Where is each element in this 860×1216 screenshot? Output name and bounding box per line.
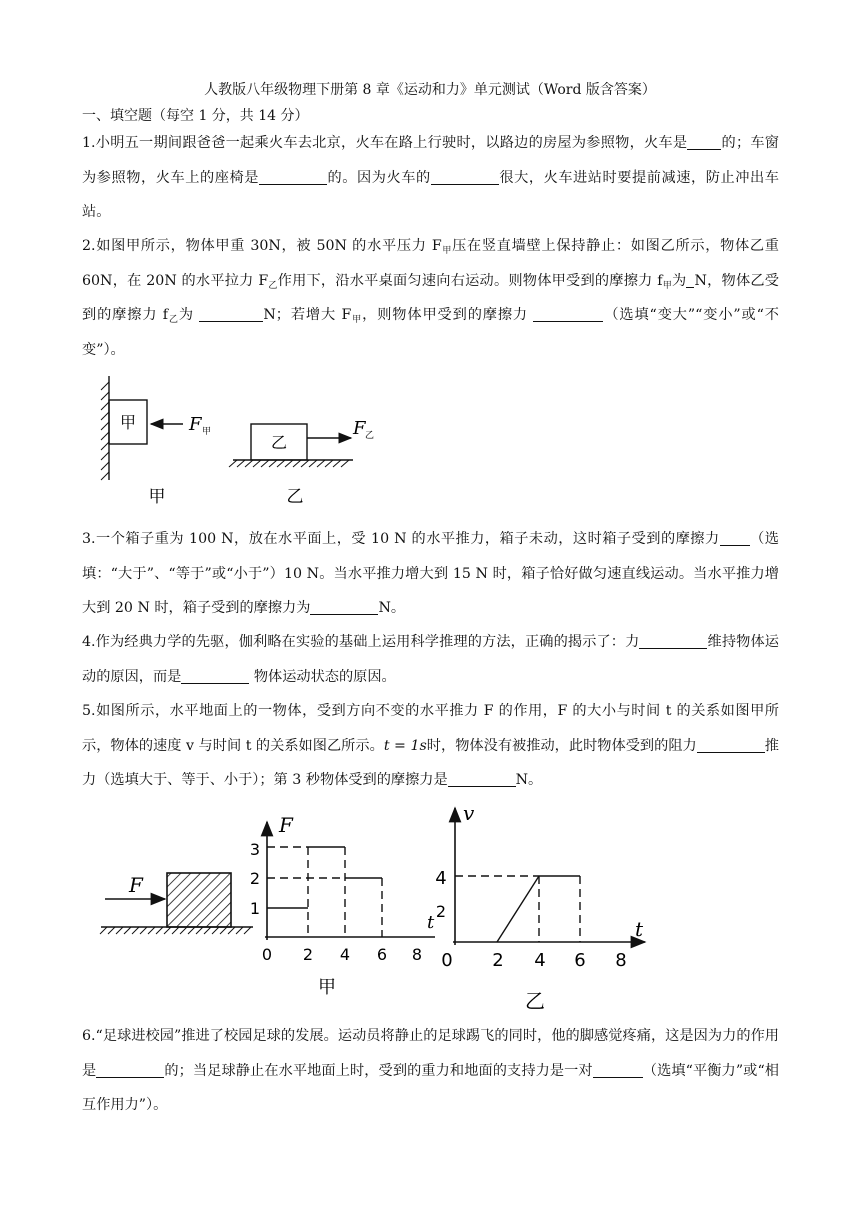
- q4-text-c: 物体运动状态的原因。: [249, 668, 396, 685]
- page-title: 人教版八年级物理下册第 8 章《运动和力》单元测试（Word 版含答案）: [204, 82, 656, 98]
- q4-blank-1[interactable]: [639, 632, 707, 649]
- wall: [101, 376, 109, 480]
- q2-text-e: N，物体乙受到的摩擦力 f: [82, 272, 779, 323]
- question-5: [82, 694, 779, 798]
- q6-text-a: 6.“足球进校园”推进了校园足球的发展。运动员将静止的足球踢飞的同时，他的脚感觉疼痛，这是因为力的作用是: [82, 1028, 779, 1079]
- q1-text-c: 的。因为火车的: [326, 169, 431, 186]
- q5-blank-1[interactable]: [697, 736, 765, 753]
- q2-text-c: 作用下，沿水平桌面匀速向右运动。则物体甲受到的摩擦力 f: [277, 272, 663, 289]
- question-6: [82, 1019, 779, 1123]
- q6-text-b: 的；当足球静止在水平地面上时，受到的重力和地面的支持力是一对: [164, 1062, 593, 1079]
- v-xtick-6: 6: [574, 950, 586, 971]
- force-sub-yi: 乙: [365, 431, 375, 441]
- q2-text-f: 为: [178, 307, 194, 323]
- f-xtick-4: 4: [339, 945, 351, 964]
- f-t-graph: [250, 813, 435, 998]
- q3-blank-2[interactable]: [310, 598, 378, 615]
- q2-blank-2[interactable]: [199, 305, 263, 322]
- q5-text-d: N。: [515, 772, 543, 788]
- question-1: [82, 126, 779, 230]
- q4-text-b: 维持物体运动的原因，而是: [82, 634, 779, 685]
- f-tick-1: 1: [249, 899, 261, 918]
- f-xtick-0: 0: [261, 945, 273, 964]
- q1-blank-2[interactable]: [259, 168, 327, 185]
- q6-blank-2[interactable]: [593, 1061, 643, 1078]
- q1-text-d: 很大，火车进站时要提前减速，防止冲出车站。: [82, 169, 779, 220]
- q2-blank-3[interactable]: [533, 305, 603, 322]
- q4-text-a: 4.作为经典力学的先驱，伽利略在实验的基础上运用科学推理的方法，正确的揭示了：力: [82, 634, 640, 650]
- q2-sub-yi: 乙: [268, 280, 278, 291]
- v-t-graph: [435, 801, 645, 1013]
- q2-text-g: N；若增大 F: [263, 307, 352, 323]
- force-sub-jia: 甲: [202, 427, 212, 437]
- q2-text-a: 2.如图甲所示，物体甲重 30N，被 50N 的水平压力 F: [82, 238, 442, 254]
- q5-blank-2[interactable]: [448, 770, 516, 787]
- f-xtick-6: 6: [376, 945, 388, 964]
- f-t-caption: 甲: [318, 977, 336, 998]
- box-yi-label: 乙: [270, 433, 288, 452]
- q2-text-h: ，则物体甲受到的摩擦力: [362, 307, 529, 323]
- q2-sub-jia: 甲: [441, 246, 453, 256]
- q2-sub-yi-2: 乙: [168, 315, 179, 325]
- caption-jia: 甲: [148, 487, 166, 507]
- caption-yi: 乙: [286, 487, 304, 507]
- q5-text-a: 5.如图所示，水平地面上的一物体，受到方向不变的水平推力 F 的作用，F 的大小与时间 t 的关系如图甲所示，物体的速度 v 与时间 t 的关系如图乙所示。: [82, 703, 779, 754]
- q3-text-b: （选填：“大于”、“等于”或“小于”）10 N。当水平推力增大到 15 N 时，箱子恰好做匀速直线运动。当水平推力增大到 20 N 时，箱子受到的摩擦力为: [82, 531, 779, 616]
- force-label-yi: F: [353, 418, 366, 439]
- v-t-caption: 乙: [525, 989, 545, 1013]
- f-tick-3: 3: [249, 840, 261, 859]
- hatched-block: [167, 873, 231, 927]
- f-tick-2: 2: [249, 869, 261, 888]
- v-xtick-4: 4: [534, 950, 546, 971]
- q5-text-b: 时，物体没有被推动，此时物体受到的阻力: [426, 737, 697, 754]
- push-force-label: F: [129, 873, 143, 897]
- q3-text-c: N。: [378, 600, 406, 616]
- question-3: [82, 522, 779, 626]
- v-xtick-0: 0: [441, 950, 453, 971]
- v-axis-label: v: [463, 801, 475, 825]
- q1-blank-1[interactable]: [687, 133, 721, 150]
- v-tick-2: 2: [435, 902, 447, 921]
- q4-blank-2[interactable]: [181, 667, 249, 684]
- ground: [100, 927, 253, 934]
- section-heading: 一、填空题（每空 1 分，共 14 分）: [82, 108, 309, 124]
- f-xtick-8: 8: [411, 945, 423, 964]
- q1-text-a: 1.小明五一期间跟爸爸一起乘火车去北京，火车在路上行驶时，以路边的房屋为参照物，火车是: [82, 135, 688, 151]
- v-xtick-8: 8: [615, 950, 627, 971]
- v-tick-4: 4: [435, 868, 447, 889]
- force-label-jia: F: [189, 414, 202, 435]
- table-surface: [229, 460, 353, 467]
- q1-blank-3[interactable]: [431, 168, 499, 185]
- question-4: [82, 625, 779, 694]
- q1-text-b: 的；车窗为参照物，火车上的座椅是: [82, 135, 779, 186]
- q2-sub-jia-2: 甲: [662, 280, 673, 291]
- q2-text-d: 为: [672, 272, 687, 289]
- q5-text-c: 推力（选填大于、等于、小于）；第 3 秒物体受到的摩擦力是: [82, 737, 779, 788]
- q3-text-a: 3.一个箱子重为 100 N，放在水平面上，受 10 N 的水平推力，箱子未动，这时箱子受到的摩擦力: [82, 531, 720, 547]
- f-xtick-2: 2: [302, 945, 314, 964]
- q6-blank-1[interactable]: [96, 1061, 164, 1078]
- figure-q5: [95, 800, 665, 1015]
- f-axis-label: F: [279, 813, 293, 837]
- box-jia-label: 甲: [119, 413, 137, 432]
- q2-text-i: （选填“变大”“变小”或“不变”）。: [82, 307, 779, 358]
- q2-text-b: 压在竖直墙壁上保持静止：如图乙所示，物体乙重 60N，在 20N 的水平拉力 F: [82, 238, 779, 289]
- v-xtick-2: 2: [492, 950, 504, 971]
- f-t-axis-label: t: [427, 912, 435, 933]
- q6-text-c: （选填“平衡力”或“相互作用力”）。: [82, 1062, 779, 1113]
- figure-q2: [95, 370, 375, 510]
- q2-sub-jia-3: 甲: [351, 315, 363, 325]
- question-2: [82, 229, 779, 367]
- q5-math: t = 1s: [383, 737, 427, 754]
- v-t-axis-label: t: [635, 917, 644, 941]
- q3-blank-1[interactable]: [720, 529, 750, 546]
